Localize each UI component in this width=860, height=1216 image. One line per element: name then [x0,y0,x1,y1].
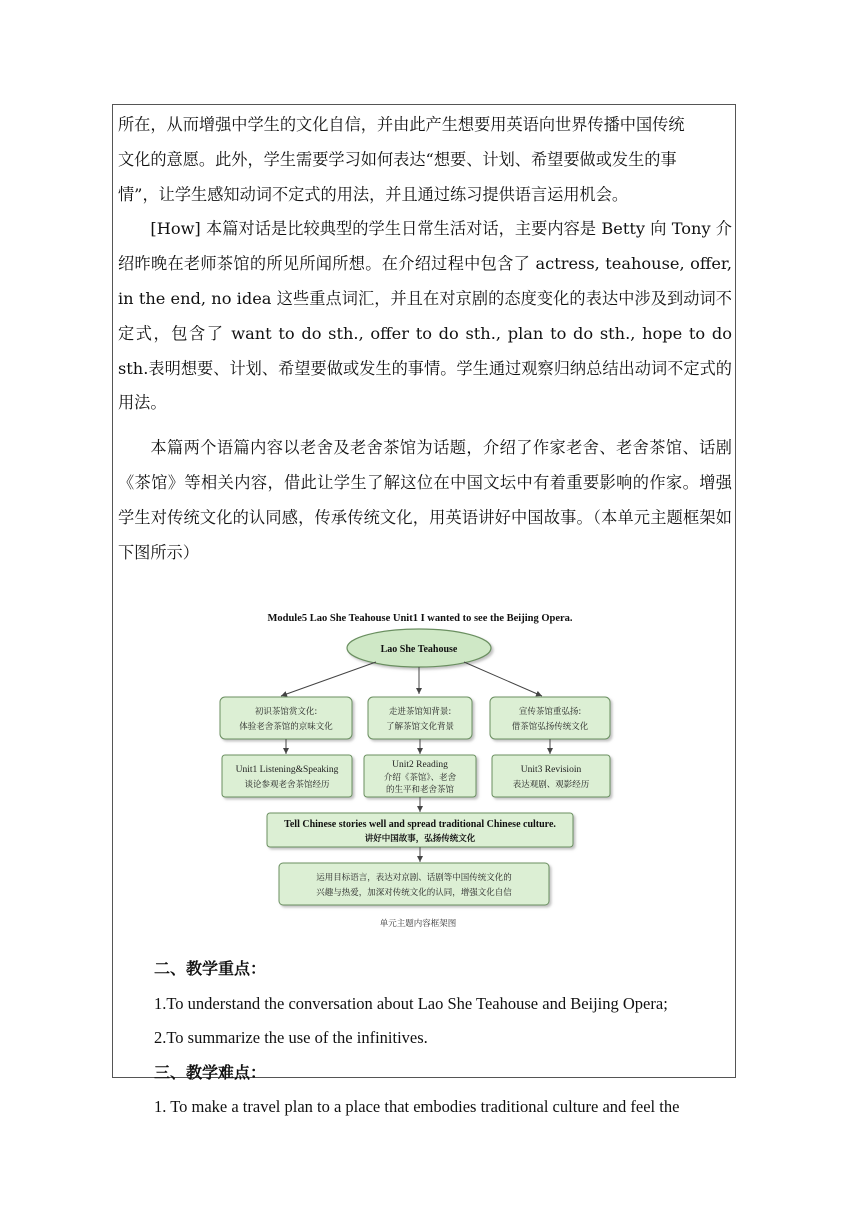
arrow-root-to-branch-3 [464,662,542,696]
unit-2-line3: 的生平和老舍茶馆 [385,785,455,796]
unit-3-line2: 表达观剧、观影经历 [512,780,590,791]
intro-line: 文化的意愿。此外，学生需要学习如何表达“想要、计划、希望要做或发生的事 [118,149,677,169]
outcome-line2: 兴趣与热爱，加深对传统文化的认同，增强文化自信 [316,888,512,899]
diagram-title: Module5 Lao She Teahouse Unit1 I wanted to see the Beijing Opera. [267,613,573,625]
branch-box-2 [368,697,472,739]
goal-chinese: 讲好中国故事，弘扬传统文化 [364,834,476,845]
key-point-item: 2.To summarize the use of the infinitives. [154,1028,428,1048]
branch-3-line1: 宣传茶馆重弘扬: [518,707,582,718]
unit-2-line1: Unit2 Reading [392,760,448,771]
goal-english: Tell Chinese stories well and spread traditional Chinese culture. [284,819,556,831]
branch-box-3 [490,697,610,739]
outcome-box [279,863,549,905]
key-point-item: 1.To understand the conversation about Lao She Teahouse and Beijing Opera; [154,993,668,1013]
branch-box-1 [220,697,352,739]
branch-1-line1: 初识茶馆赏文化: [254,707,318,718]
intro-line: 所在，从而增强中学生的文化自信，并由此产生想要用英语向世界传播中国传统 [118,115,685,134]
unit-framework-diagram [118,576,732,952]
unit-1-line1: Unit1 Listening&Speaking [235,765,339,776]
unit-3-line1: Unit3 Revisioin [520,765,582,776]
framework-svg [118,576,732,952]
branch-2-line1: 走进茶馆知背景: [388,707,452,718]
arrow-root-to-branch-1 [281,662,376,696]
key-points-heading: 二、教学重点： [154,959,267,979]
difficulties-heading: 三、教学难点： [154,1062,267,1082]
branch-3-line2: 借茶馆弘扬传统文化 [511,722,589,733]
lesson-content [118,108,732,1125]
root-label: Lao She Teahouse [380,644,458,656]
unit-box-1 [222,755,352,797]
unit-box-3 [492,755,610,797]
unit-1-line2: 谈论参观老舍茶馆经历 [244,780,330,791]
unit-2-line2: 介绍《茶馆》、老舍 [383,773,457,784]
diagram-caption: 单元主题内容框架图 [379,919,457,930]
intro-line: 情”，让学生感知动词不定式的用法，并且通过练习提供语言运用机会。 [118,184,629,204]
branch-1-line2: 体验老舍茶馆的京味文化 [239,722,333,733]
outcome-line1: 运用目标语言，表达对京剧、话剧等中国传统文化的 [316,873,512,884]
how-paragraph: [How] 本篇对话是比较典型的学生日常生活对话，主要内容是 Betty 向 Tony 介绍昨晚在老师茶馆的所见所闻所想。在介绍过程中包含了 actress, teahouse, offer, in the end, no idea 这些重点词汇，并且在对京剧的态度变化的表达中涉及到动词不定式，包含了 want to do sth., offer to do sth., plan to do sth., hope to do sth.表明想要、计划、希望要做或发生的事情。学生通过观察归纳总结出动词不定式的用法。 [118,219,732,413]
branch-2-line2: 了解茶馆文化背景 [385,722,455,733]
two-texts-paragraph: 本篇两个语篇内容以老舍及老舍茶馆为话题，介绍了作家老舍、老舍茶馆、话剧《茶馆》等相关内容，借此让学生了解这位在中国文坛中有着重要影响的作家。增强学生对传统文化的认同感，传承传统文化，用英语讲好中国故事。（本单元主题框架如下图所示） [118,438,732,562]
difficulty-item: 1. To make a travel plan to a place that embodies traditional culture and feel the [154,1097,680,1117]
